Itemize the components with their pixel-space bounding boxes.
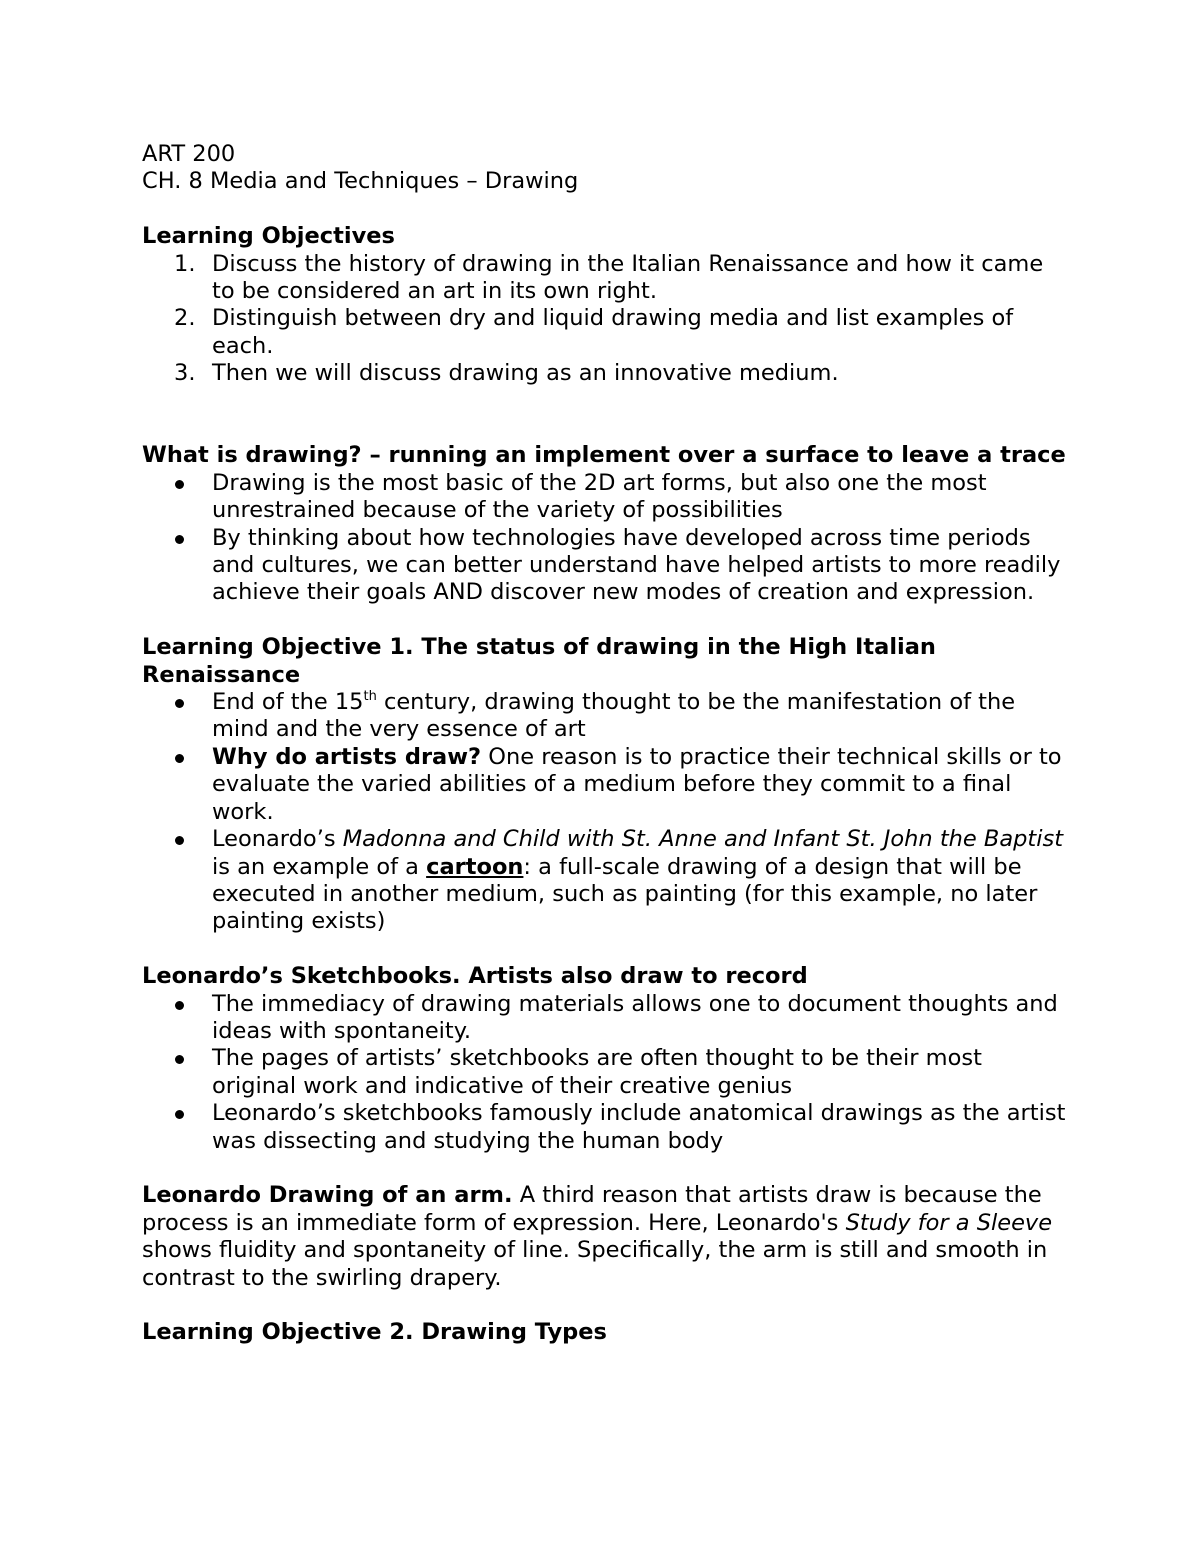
objectives-heading: Learning Objectives	[142, 223, 395, 250]
list-item	[142, 689, 1067, 744]
list-item	[142, 525, 1067, 607]
list-item-text: Why do artists draw? One reason is to practice their technical skills or to evaluate the varied abilities of a medium before they commit to a final work.	[212, 743, 1062, 825]
list-item	[142, 470, 1067, 525]
list-item	[142, 991, 1067, 1046]
list-item-text: Distinguish between dry and liquid drawing media and list examples of each.	[212, 305, 1014, 359]
bullet-icon	[175, 1055, 184, 1064]
sketchbooks-list	[142, 991, 1067, 1155]
list-number: 1.	[174, 250, 196, 277]
artwork-title: Madonna and Child with St. Anne and Infant St. John the Baptist	[342, 826, 1064, 853]
list-item	[142, 1045, 1067, 1100]
bullet-icon	[175, 836, 184, 845]
list-number: 2.	[174, 305, 196, 332]
list-item-text: Discuss the history of drawing in the Italian Renaissance and how it came to be considered an art in its own right.	[212, 250, 1044, 305]
arm-paragraph: Leonardo Drawing of an arm. A third reason that artists draw is because the process is an immediate form of expression. Here, Leonardo's Study for a Sleeve shows fluidity and spontaneity of line. Specifically, the arm is still and smooth in contrast to the swirling drapery.	[142, 1182, 1053, 1291]
objectives-list	[142, 251, 1067, 388]
list-item	[142, 360, 1067, 387]
bullet-icon	[175, 535, 184, 544]
artwork-title: Study for a Sleeve	[845, 1209, 1053, 1236]
list-number: 3.	[174, 360, 196, 387]
objective-2-heading: Learning Objective 2. Drawing Types	[142, 1319, 607, 1346]
list-item-text: Then we will discuss drawing as an innovative medium.	[212, 360, 839, 387]
objective-1-heading: Learning Objective 1. The status of drawing in the High Italian Renaissance	[142, 634, 936, 688]
list-item	[142, 744, 1067, 826]
list-item	[142, 305, 1067, 360]
list-item-text: The immediacy of drawing materials allows one to document thoughts and ideas with spontaneity.	[212, 990, 1058, 1044]
list-item-text: Leonardo’s Madonna and Child with St. Anne and Infant St. John the Baptist is an example of a cartoon: a full-scale drawing of a design that will be executed in another medium, such as painting (for this example, no later painting exists)	[212, 826, 1064, 935]
what-is-drawing-heading: What is drawing? – running an implement over a surface to leave a trace	[142, 442, 1066, 469]
what-is-drawing-list	[142, 470, 1067, 607]
list-item-text: By thinking about how technologies have developed across time periods and cultures, we can better understand have helped artists to more readily achieve their goals AND discover new modes of creation and expression.	[212, 524, 1061, 606]
bullet-icon	[175, 699, 184, 708]
document-page	[142, 141, 1067, 1347]
chapter-title: CH. 8 Media and Techniques – Drawing	[142, 168, 579, 195]
list-item-text: Leonardo’s sketchbooks famously include anatomical drawings as the artist was dissecting and studying the human body	[212, 1100, 1066, 1154]
list-item-text: The pages of artists’ sketchbooks are often thought to be their most original work and indicative of their creative genius	[212, 1045, 982, 1099]
list-item-text: End of the 15th century, drawing thought to be the manifestation of the mind and the very essence of art	[212, 689, 1016, 743]
sketchbooks-heading: Leonardo’s Sketchbooks. Artists also draw to record	[142, 963, 808, 990]
bullet-icon	[175, 1001, 184, 1010]
bullet-icon	[175, 1110, 184, 1119]
list-item	[142, 1100, 1067, 1155]
bullet-icon	[175, 480, 184, 489]
list-item	[142, 826, 1067, 936]
list-item-text: Drawing is the most basic of the 2D art forms, but also one the most unrestrained because of the variety of possibilities	[212, 469, 987, 524]
objective-1-list	[142, 689, 1067, 936]
list-item	[142, 251, 1067, 306]
bullet-icon	[175, 754, 184, 763]
arm-heading: Leonardo Drawing of an arm.	[142, 1182, 513, 1209]
course-code: ART 200	[142, 141, 236, 167]
cartoon-term: cartoon	[426, 853, 524, 880]
